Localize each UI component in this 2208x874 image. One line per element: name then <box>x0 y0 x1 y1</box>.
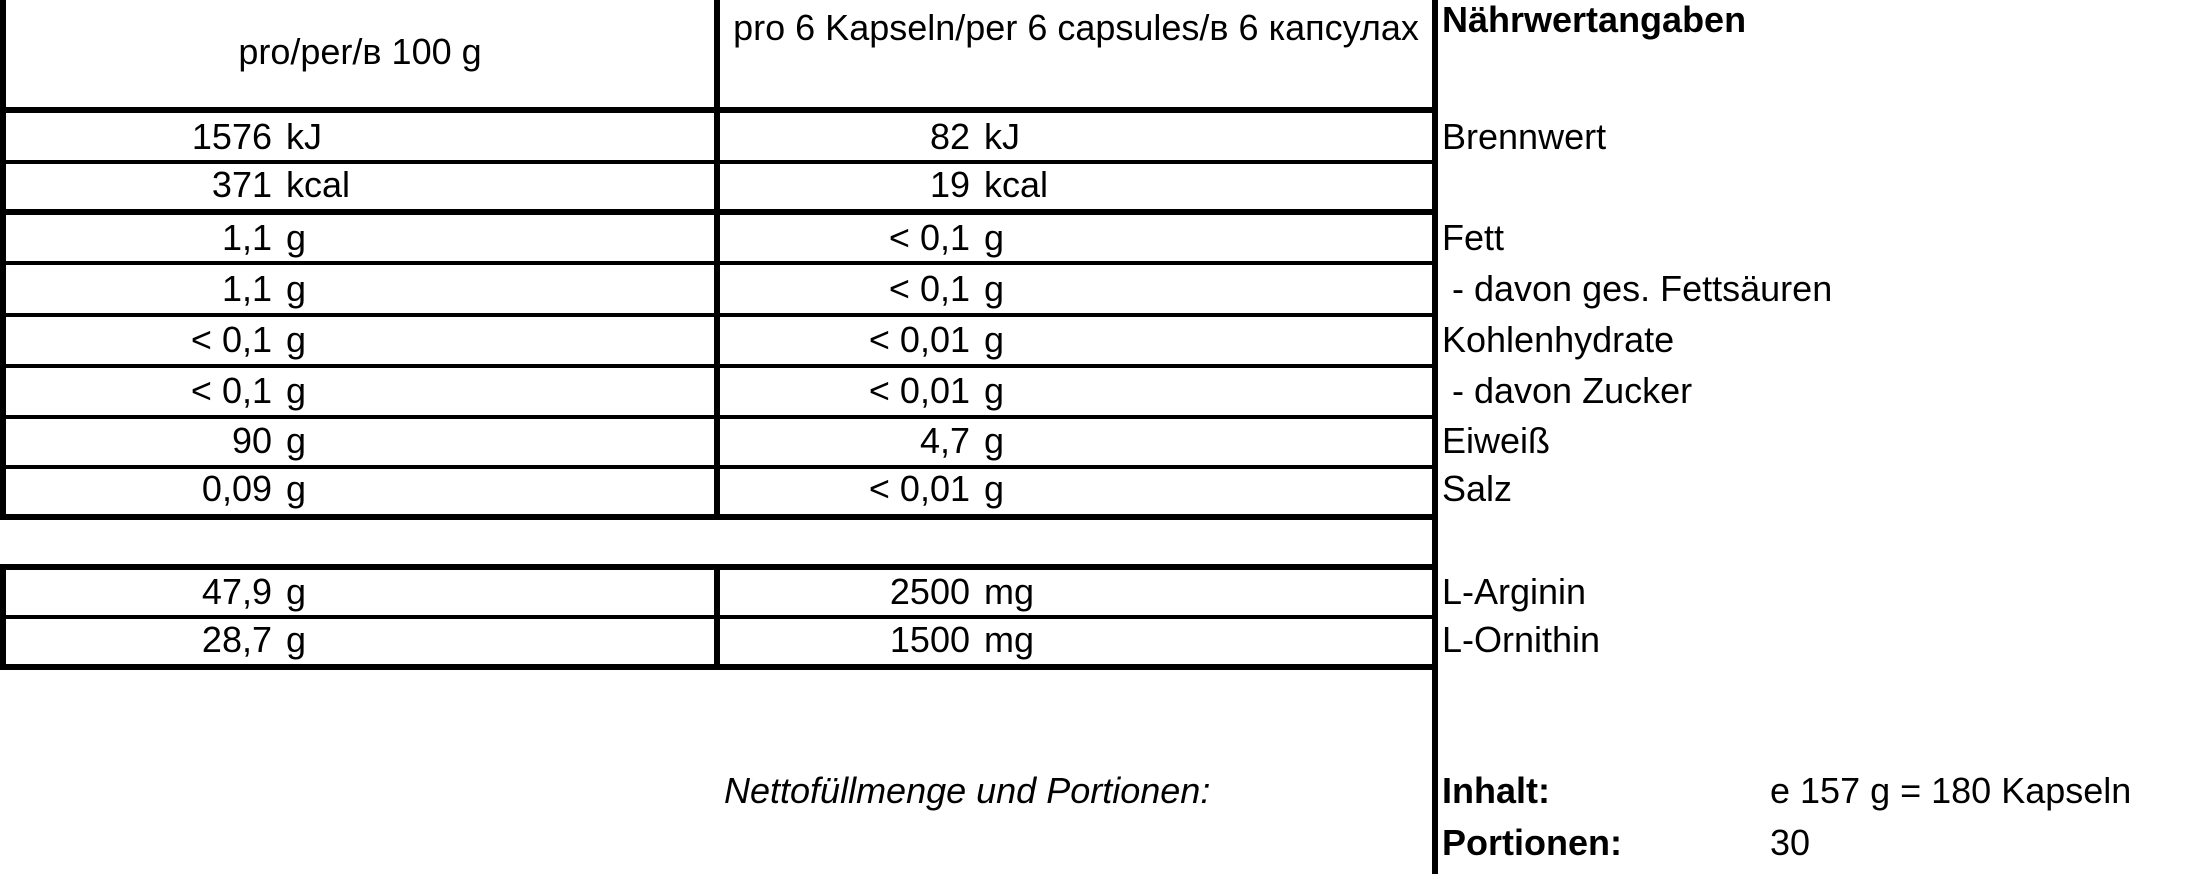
value-per-100g: 47,9 <box>201 571 272 612</box>
unit-per-6-capsules: g <box>984 370 1005 411</box>
value-per-100g: 28,7 <box>201 619 272 660</box>
main-divider <box>1432 0 1438 874</box>
unit-per-6-capsules: kcal <box>984 164 1049 205</box>
unit-per-6-capsules: g <box>984 268 1005 309</box>
value-per-100g: 90 <box>231 420 272 461</box>
unit-per-6-capsules: g <box>984 420 1005 461</box>
column-header-per-6-capsules: pro 6 Kapseln/per 6 capsules/в 6 капсулах <box>733 7 1419 48</box>
value-per-6-capsules: < 0,01 <box>868 468 970 509</box>
value-per-6-capsules: 82 <box>929 116 970 157</box>
unit-per-100g: g <box>286 268 307 309</box>
value-per-6-capsules: < 0,1 <box>888 268 970 309</box>
unit-per-6-capsules: g <box>984 319 1005 360</box>
unit-per-100g: kJ <box>286 116 322 157</box>
nutrient-label: Kohlenhydrate <box>1442 319 1675 360</box>
unit-per-100g: g <box>286 468 307 509</box>
value-per-100g: 1576 <box>191 116 272 157</box>
unit-per-100g: g <box>286 420 307 461</box>
nutrient-label: - davon ges. Fettsäuren <box>1442 268 1833 309</box>
value-per-100g: 1,1 <box>221 268 272 309</box>
nutrient-label: L-Arginin <box>1442 571 1587 612</box>
value-per-100g: < 0,1 <box>190 370 272 411</box>
unit-per-6-capsules: g <box>984 468 1005 509</box>
nutrient-label: Brennwert <box>1442 116 1607 157</box>
portions-label: Portionen: <box>1442 822 1622 863</box>
nutrient-label: Salz <box>1442 468 1513 509</box>
unit-per-6-capsules: mg <box>984 571 1035 612</box>
net-contents-label: Nettofüllmenge und Portionen: <box>724 770 1211 811</box>
unit-per-100g: g <box>286 619 307 660</box>
unit-per-6-capsules: g <box>984 217 1005 258</box>
value-per-100g: 0,09 <box>201 468 272 509</box>
value-per-6-capsules: < 0,01 <box>868 319 970 360</box>
nutrient-label: - davon Zucker <box>1442 370 1693 411</box>
nutrient-label: Eiweiß <box>1442 420 1551 461</box>
value-per-6-capsules: < 0,01 <box>868 370 970 411</box>
unit-per-6-capsules: mg <box>984 619 1035 660</box>
nutrition-facts-title: Nährwertangaben <box>1442 0 1747 40</box>
value-per-6-capsules: 19 <box>929 164 970 205</box>
content-label: Inhalt: <box>1442 770 1550 811</box>
value-per-100g: 371 <box>211 164 272 205</box>
unit-per-100g: g <box>286 217 307 258</box>
unit-per-100g: g <box>286 571 307 612</box>
value-per-100g: 1,1 <box>221 217 272 258</box>
portions-value: 30 <box>1770 822 1811 863</box>
column-header-per-100g: pro/per/в 100 g <box>238 31 482 72</box>
nutrient-label: Fett <box>1442 217 1505 258</box>
unit-per-6-capsules: kJ <box>984 116 1020 157</box>
value-per-6-capsules: 1500 <box>889 619 970 660</box>
nutrient-label: L-Ornithin <box>1442 619 1601 660</box>
unit-per-100g: kcal <box>286 164 351 205</box>
unit-per-100g: g <box>286 319 307 360</box>
value-per-6-capsules: 4,7 <box>919 420 970 461</box>
content-value: e 157 g = 180 Kapseln <box>1770 770 2132 811</box>
unit-per-100g: g <box>286 370 307 411</box>
value-per-6-capsules: 2500 <box>889 571 970 612</box>
value-per-100g: < 0,1 <box>190 319 272 360</box>
value-per-6-capsules: < 0,1 <box>888 217 970 258</box>
